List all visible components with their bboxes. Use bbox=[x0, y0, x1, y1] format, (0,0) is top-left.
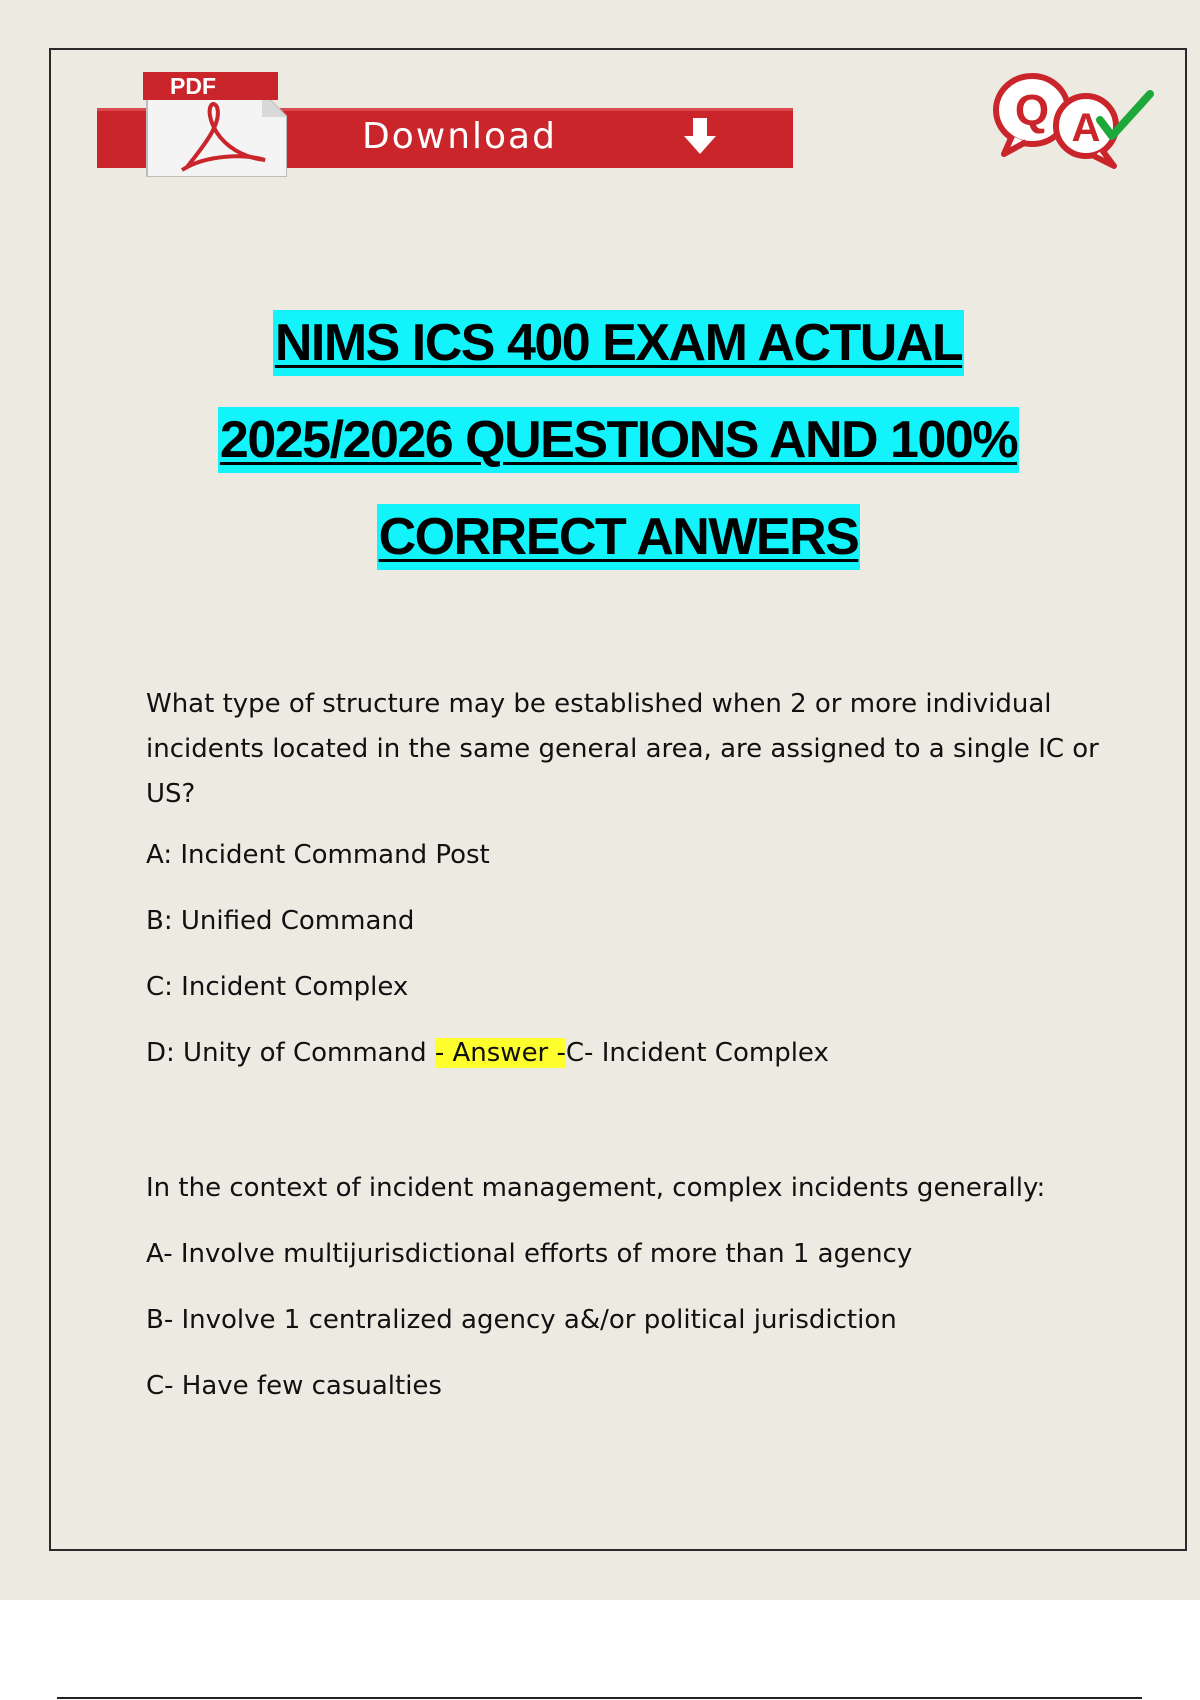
answer-text: C- Incident Complex bbox=[565, 1038, 829, 1068]
title-line-1: NIMS ICS 400 EXAM ACTUAL bbox=[273, 310, 964, 376]
title-line-2: 2025/2026 QUESTIONS AND 100% bbox=[218, 407, 1019, 473]
option-a: A- Involve multijurisdictional efforts of more than 1 agency bbox=[146, 1239, 913, 1269]
download-label: Download bbox=[362, 116, 557, 157]
download-banner[interactable] bbox=[97, 72, 797, 177]
svg-text:A: A bbox=[1071, 106, 1101, 150]
option-c: C- Have few casualties bbox=[146, 1371, 442, 1401]
option-c: C: Incident Complex bbox=[146, 972, 409, 1002]
question-text: In the context of incident management, complex incidents generally: bbox=[146, 1173, 1046, 1203]
title-line-3: CORRECT ANWERS bbox=[377, 504, 861, 570]
footer-rule bbox=[57, 1697, 1142, 1699]
question-text: What type of structure may be established when 2 or more individual incidents located in the same general area, are assigned to a single IC or US? bbox=[146, 689, 1099, 809]
answer-marker: - Answer - bbox=[434, 1038, 566, 1068]
download-arrow-icon bbox=[682, 116, 718, 161]
document-title bbox=[0, 310, 1200, 601]
option-a: A: Incident Command Post bbox=[146, 840, 490, 870]
svg-text:Q: Q bbox=[1014, 86, 1050, 135]
qa-check-logo bbox=[990, 70, 1160, 170]
question-block-1 bbox=[146, 682, 1106, 1099]
pdf-label: PDF bbox=[143, 72, 278, 100]
option-d: D: Unity of Command bbox=[146, 1038, 435, 1068]
option-b: B: Unified Command bbox=[146, 906, 415, 936]
option-b: B- Involve 1 centralized agency a&/or political jurisdiction bbox=[146, 1305, 897, 1335]
pdf-file-icon bbox=[137, 72, 287, 177]
option-d-with-answer bbox=[146, 1033, 1106, 1073]
question-block-2 bbox=[146, 1168, 1106, 1432]
